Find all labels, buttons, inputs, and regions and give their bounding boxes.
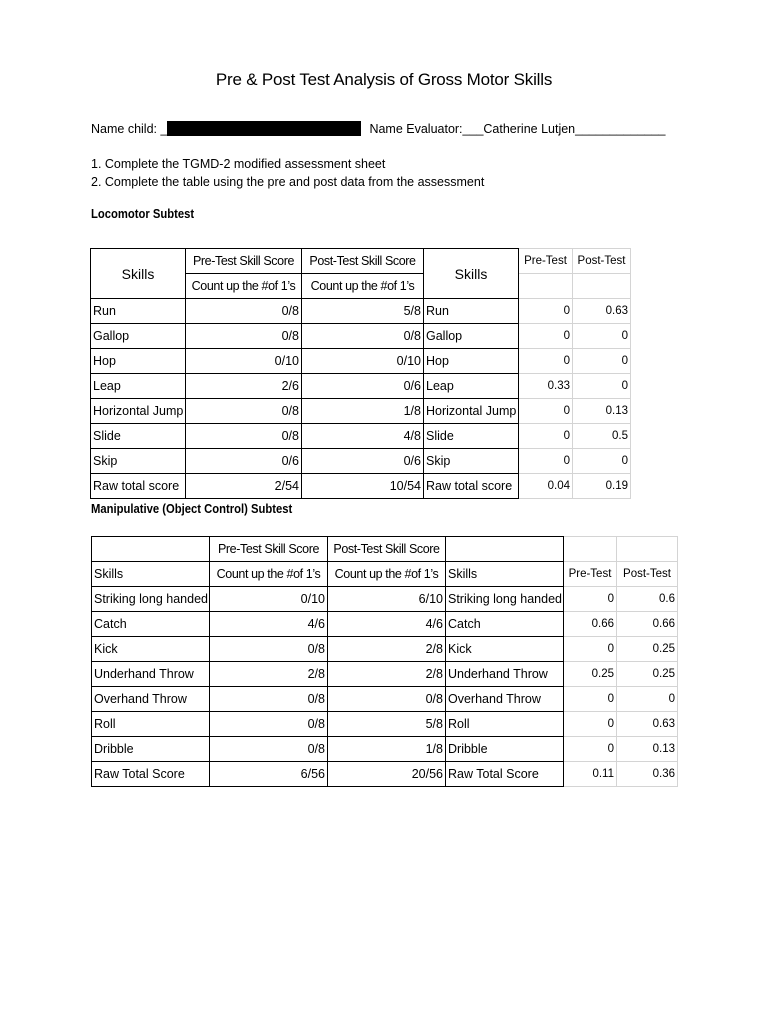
skill-cell-2: Run: [424, 299, 519, 324]
pre-test-cell: 0.33: [519, 374, 573, 399]
instructions: [91, 155, 484, 191]
skill-cell: Dribble: [92, 737, 210, 762]
pre-test-cell: 0: [519, 449, 573, 474]
skill-cell: Catch: [92, 612, 210, 637]
post-test-cell: 0.13: [573, 399, 631, 424]
post-test-cell: 0.63: [573, 299, 631, 324]
skill-cell-2: Roll: [446, 712, 564, 737]
post-test-cell: 0: [573, 449, 631, 474]
skill-cell: Skip: [91, 449, 186, 474]
header-pre-test: Pre-Test: [519, 249, 573, 274]
post-score-cell: 0/10: [302, 349, 424, 374]
table-row: [92, 612, 678, 637]
table-row: [92, 737, 678, 762]
pre-test-cell: 0: [564, 737, 617, 762]
name-child-label: Name child: _: [91, 121, 168, 136]
empty-cell: [573, 274, 631, 299]
skill-cell-2: Gallop: [424, 324, 519, 349]
table-row: [91, 474, 631, 499]
instruction-item: 2. Complete the table using the pre and post data from the assessment: [91, 175, 485, 189]
locomotor-table: [90, 248, 631, 499]
skill-cell: Gallop: [91, 324, 186, 349]
header-post-skill-score: Post-Test Skill Score: [302, 249, 424, 274]
skill-cell: Hop: [91, 349, 186, 374]
pre-score-cell: 2/8: [210, 662, 328, 687]
header-post-test: Post-Test: [617, 562, 678, 587]
skill-cell: Leap: [91, 374, 186, 399]
skill-cell-2: Overhand Throw: [446, 687, 564, 712]
pre-score-cell: 0/8: [210, 712, 328, 737]
skill-cell: Slide: [91, 424, 186, 449]
post-score-cell: 1/8: [328, 737, 446, 762]
header-pre-test: Pre-Test: [564, 562, 617, 587]
table-row: [92, 687, 678, 712]
post-test-cell: 0: [573, 374, 631, 399]
pre-score-cell: 0/8: [186, 299, 302, 324]
skill-cell-2: Hop: [424, 349, 519, 374]
pre-score-cell: 0/8: [210, 637, 328, 662]
skill-cell: Overhand Throw: [92, 687, 210, 712]
table-row: [91, 299, 631, 324]
post-score-cell: 1/8: [302, 399, 424, 424]
post-score-cell: 0/6: [302, 374, 424, 399]
header-count: Count up the #of 1’s: [186, 274, 302, 299]
post-test-cell: 0.6: [617, 587, 678, 612]
post-score-cell: 2/8: [328, 662, 446, 687]
pre-test-cell: 0.25: [564, 662, 617, 687]
skill-cell-2: Underhand Throw: [446, 662, 564, 687]
pre-test-cell: 0: [564, 712, 617, 737]
post-test-cell: 0: [617, 687, 678, 712]
pre-score-cell: 0/10: [210, 587, 328, 612]
pre-score-cell: 2/54: [186, 474, 302, 499]
post-score-cell: 20/56: [328, 762, 446, 787]
skill-cell: Roll: [92, 712, 210, 737]
header-skills: Skills: [92, 562, 210, 587]
table-row: [92, 587, 678, 612]
skill-cell-2: Leap: [424, 374, 519, 399]
header-post-skill-score: Post-Test Skill Score: [328, 537, 446, 562]
empty-cell: [617, 537, 678, 562]
table-header-row: [92, 537, 678, 562]
header-count: Count up the #of 1’s: [302, 274, 424, 299]
skill-cell-2: Slide: [424, 424, 519, 449]
empty-cell: [564, 537, 617, 562]
document-title: Pre & Post Test Analysis of Gross Motor Skills: [215, 70, 553, 89]
table-row: [91, 324, 631, 349]
skill-cell: Horizontal Jump: [91, 399, 186, 424]
post-score-cell: 2/8: [328, 637, 446, 662]
pre-score-cell: 0/10: [186, 349, 302, 374]
manipulative-table: [91, 536, 678, 787]
pre-score-cell: 4/6: [210, 612, 328, 637]
empty-cell: [92, 537, 210, 562]
name-evaluator-value: ___Catherine Lutjen_____________: [462, 121, 666, 136]
skill-cell: Striking long handed: [92, 587, 210, 612]
table-row: [92, 712, 678, 737]
pre-test-cell: 0: [564, 637, 617, 662]
pre-test-cell: 0.11: [564, 762, 617, 787]
post-test-cell: 0.19: [573, 474, 631, 499]
post-test-cell: 0: [573, 324, 631, 349]
post-score-cell: 5/8: [302, 299, 424, 324]
post-score-cell: 6/10: [328, 587, 446, 612]
skill-cell: Raw Total Score: [92, 762, 210, 787]
pre-test-cell: 0.04: [519, 474, 573, 499]
post-test-cell: 0.63: [617, 712, 678, 737]
table-row: [91, 399, 631, 424]
table-row: [91, 349, 631, 374]
header-post-test: Post-Test: [573, 249, 631, 274]
skill-cell-2: Catch: [446, 612, 564, 637]
pre-test-cell: 0: [564, 687, 617, 712]
pre-score-cell: 6/56: [210, 762, 328, 787]
post-score-cell: 5/8: [328, 712, 446, 737]
skill-cell-2: Raw total score: [424, 474, 519, 499]
skill-cell-2: Kick: [446, 637, 564, 662]
post-test-cell: 0.25: [617, 637, 678, 662]
header-skills-2: Skills: [446, 562, 564, 587]
post-test-cell: 0.5: [573, 424, 631, 449]
post-score-cell: 0/8: [328, 687, 446, 712]
header-pre-skill-score: Pre-Test Skill Score: [210, 537, 328, 562]
table-row: [91, 374, 631, 399]
pre-test-cell: 0.66: [564, 612, 617, 637]
post-test-cell: 0.13: [617, 737, 678, 762]
skill-cell: Kick: [92, 637, 210, 662]
table-row: [92, 662, 678, 687]
post-score-cell: 4/8: [302, 424, 424, 449]
post-test-cell: 0.66: [617, 612, 678, 637]
manipulative-subtest-title: Manipulative (Object Control) Subtest: [91, 502, 293, 516]
post-score-cell: 0/8: [302, 324, 424, 349]
pre-test-cell: 0: [519, 299, 573, 324]
pre-test-cell: 0: [519, 399, 573, 424]
pre-score-cell: 2/6: [186, 374, 302, 399]
pre-test-cell: 0: [564, 587, 617, 612]
post-test-cell: 0.25: [617, 662, 678, 687]
pre-score-cell: 0/8: [186, 424, 302, 449]
post-score-cell: 4/6: [328, 612, 446, 637]
header-skills: Skills: [91, 249, 186, 299]
table-header-row: [91, 249, 631, 274]
pre-score-cell: 0/8: [210, 737, 328, 762]
header-pre-skill-score: Pre-Test Skill Score: [186, 249, 302, 274]
empty-cell: [519, 274, 573, 299]
post-test-cell: 0: [573, 349, 631, 374]
skill-cell-2: Dribble: [446, 737, 564, 762]
pre-score-cell: 0/8: [186, 399, 302, 424]
redacted-name-block: [167, 121, 361, 136]
table-header-row: [92, 562, 678, 587]
name-line: [91, 121, 666, 136]
empty-cell: [446, 537, 564, 562]
header-skills-2: Skills: [424, 249, 519, 299]
table-row: [91, 449, 631, 474]
pre-score-cell: 0/8: [210, 687, 328, 712]
table-row: [92, 762, 678, 787]
skill-cell: Raw total score: [91, 474, 186, 499]
skill-cell-2: Horizontal Jump: [424, 399, 519, 424]
skill-cell-2: Skip: [424, 449, 519, 474]
header-count: Count up the #of 1’s: [210, 562, 328, 587]
header-count: Count up the #of 1’s: [328, 562, 446, 587]
locomotor-subtest-title: Locomotor Subtest: [91, 207, 195, 221]
skill-cell: Underhand Throw: [92, 662, 210, 687]
pre-test-cell: 0: [519, 349, 573, 374]
skill-cell-2: Raw Total Score: [446, 762, 564, 787]
pre-test-cell: 0: [519, 324, 573, 349]
table-row: [92, 637, 678, 662]
name-evaluator-label: Name Evaluator:: [369, 121, 463, 136]
post-score-cell: 10/54: [302, 474, 424, 499]
skill-cell-2: Striking long handed: [446, 587, 564, 612]
pre-test-cell: 0: [519, 424, 573, 449]
pre-score-cell: 0/6: [186, 449, 302, 474]
table-row: [91, 424, 631, 449]
instruction-item: 1. Complete the TGMD-2 modified assessment sheet: [91, 157, 386, 171]
pre-score-cell: 0/8: [186, 324, 302, 349]
post-test-cell: 0.36: [617, 762, 678, 787]
skill-cell: Run: [91, 299, 186, 324]
post-score-cell: 0/6: [302, 449, 424, 474]
